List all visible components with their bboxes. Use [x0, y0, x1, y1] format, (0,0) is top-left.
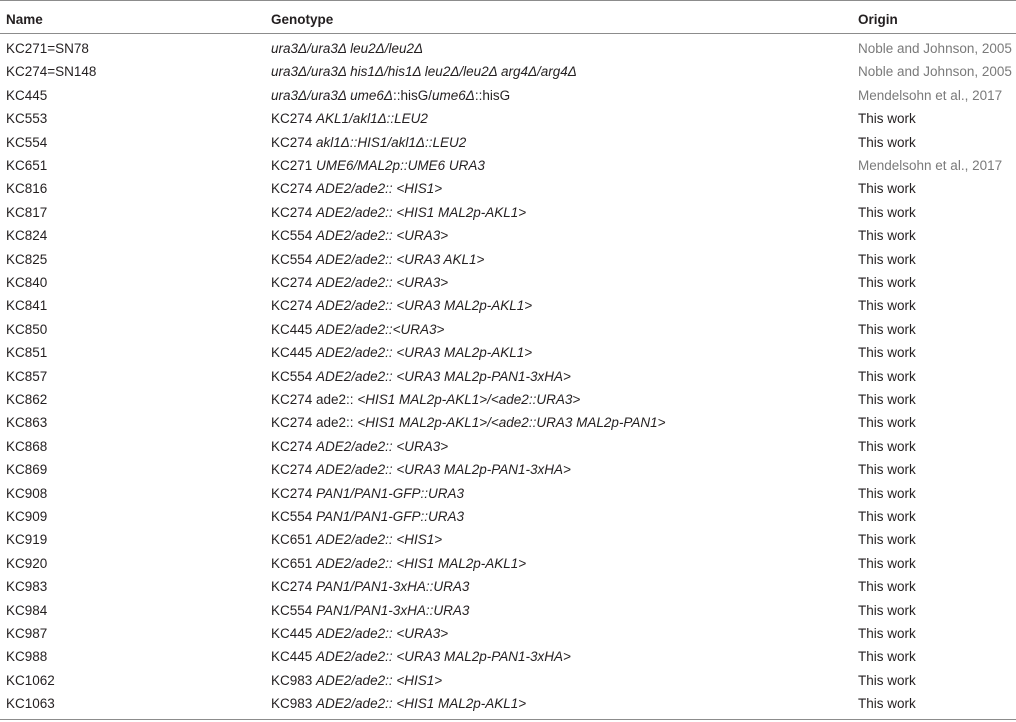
genotype-segment: KC274 [271, 204, 317, 220]
genotype-segment: ADE2/ade2:: <URA3 MAL2p-PAN1-3xHA> [316, 368, 571, 384]
genotype-segment: KC274 [271, 275, 317, 290]
genotype-cell [271, 131, 466, 154]
strain-name: KC863 [6, 415, 48, 431]
strain-name: KC445 [6, 87, 48, 103]
table-row [0, 482, 1016, 505]
strain-name: KC988 [6, 649, 48, 665]
table-row [0, 248, 1016, 271]
genotype-segment: KC274 [271, 181, 317, 197]
genotype-segment: KC445 [271, 626, 317, 641]
genotype-segment: PAN1/PAN1-GFP::URA3 [316, 485, 465, 501]
header-name: Name [6, 12, 43, 27]
genotype-segment: PAN1/PAN1-3xHA::URA3 [316, 579, 470, 595]
genotype-cell [271, 505, 464, 528]
genotype-segment: ura3Δ/ura3Δ ume6Δ [271, 87, 393, 103]
origin-cell: This work [858, 111, 916, 127]
genotype-cell [271, 365, 571, 388]
genotype-cell [271, 645, 571, 668]
genotype-segment: <HIS1 MAL2p-AKL1>/<ade2::URA3 MAL2p-PAN1> [357, 415, 666, 431]
table-row [0, 177, 1016, 200]
genotype-cell [271, 248, 484, 271]
genotype-segment: ::hisG [474, 87, 511, 103]
origin-cell: This work [858, 602, 916, 618]
origin-cell: This work [858, 579, 916, 595]
genotype-segment: ::hisG/ [392, 87, 432, 103]
genotype-cell [271, 271, 448, 294]
genotype-segment: ADE2/ade2:: <URA3 MAL2p-AKL1> [316, 345, 533, 361]
genotype-cell [271, 411, 666, 434]
table-row [0, 411, 1016, 434]
strain-name: KC850 [6, 321, 48, 337]
genotype-segment: KC554 [271, 368, 317, 384]
origin-cell: Noble and Johnson, 2005 [858, 41, 1012, 56]
genotype-cell [271, 388, 580, 411]
strain-name: KC1063 [6, 696, 55, 712]
origin-cell: This work [858, 368, 916, 384]
table-row [0, 224, 1016, 247]
table-row [0, 575, 1016, 598]
table-row [0, 37, 1016, 60]
table-row [0, 645, 1016, 668]
strain-name: KC824 [6, 228, 48, 244]
genotype-cell [271, 107, 428, 130]
genotype-cell [271, 154, 485, 177]
genotype-segment: KC274 [271, 438, 317, 454]
strain-name: KC271=SN78 [6, 41, 89, 56]
genotype-segment: KC445 [271, 345, 317, 361]
strain-name: KC857 [6, 368, 48, 384]
table-row [0, 271, 1016, 294]
genotype-segment: KC445 [271, 649, 317, 665]
genotype-cell [271, 458, 571, 481]
origin-cell: This work [858, 485, 916, 501]
origin-cell: This work [858, 134, 916, 150]
origin-cell: This work [858, 345, 916, 361]
genotype-segment: ADE2/ade2:: <HIS1> [316, 672, 443, 688]
genotype-segment: ADE2/ade2:: <URA3> [316, 438, 449, 454]
genotype-segment: KC271 [271, 158, 317, 173]
genotype-segment: KC554 [271, 251, 317, 267]
table-row [0, 154, 1016, 177]
genotype-segment: KC554 [271, 602, 317, 618]
table-row [0, 131, 1016, 154]
genotype-segment: akl1Δ::HIS1/akl1Δ::LEU2 [316, 134, 467, 150]
origin-cell: This work [858, 626, 916, 641]
genotype-segment: KC274 [271, 485, 317, 501]
genotype-segment: ADE2/ade2::<URA3> [316, 321, 445, 337]
strain-name: KC274=SN148 [6, 64, 97, 80]
genotype-segment: KC274 ade2:: [271, 415, 358, 431]
origin-cell: This work [858, 321, 916, 337]
genotype-cell [271, 318, 444, 341]
genotype-segment: ume6Δ [432, 87, 475, 103]
table-row [0, 505, 1016, 528]
table-row [0, 622, 1016, 645]
strain-name: KC987 [6, 626, 48, 641]
origin-cell: Mendelsohn et al., 2017 [858, 87, 1003, 103]
genotype-cell [271, 552, 526, 575]
genotype-cell [271, 341, 532, 364]
table-row [0, 435, 1016, 458]
genotype-segment: KC983 [271, 696, 317, 712]
genotype-segment: KC983 [271, 672, 317, 688]
genotype-cell [271, 669, 442, 692]
table-row [0, 599, 1016, 622]
table-row [0, 458, 1016, 481]
strain-name: KC868 [6, 438, 48, 454]
strain-name: KC984 [6, 602, 48, 618]
origin-cell: This work [858, 298, 916, 314]
genotype-segment: <HIS1 MAL2p-AKL1>/<ade2::URA3> [357, 392, 581, 407]
genotype-segment: KC445 [271, 321, 317, 337]
table-row [0, 669, 1016, 692]
genotype-cell [271, 294, 532, 317]
strain-name: KC869 [6, 462, 48, 478]
table-bottom-rule [0, 719, 1016, 720]
genotype-cell [271, 528, 442, 551]
genotype-cell [271, 60, 577, 83]
genotype-segment: PAN1/PAN1-GFP::URA3 [316, 509, 465, 524]
genotype-segment: KC274 [271, 298, 317, 314]
origin-cell: This work [858, 532, 916, 548]
table-row [0, 318, 1016, 341]
origin-cell: This work [858, 415, 916, 431]
genotype-segment: ADE2/ade2:: <HIS1> [316, 181, 443, 197]
table-row [0, 201, 1016, 224]
strain-name: KC554 [6, 134, 48, 150]
genotype-segment: KC274 [271, 134, 317, 150]
genotype-segment: PAN1/PAN1-3xHA::URA3 [316, 602, 470, 618]
origin-cell: Noble and Johnson, 2005 [858, 64, 1012, 80]
origin-cell: This work [858, 228, 916, 244]
table-row [0, 294, 1016, 317]
table-header-rule [0, 33, 1016, 34]
genotype-cell [271, 84, 510, 107]
genotype-segment: ADE2/ade2:: <HIS1 MAL2p-AKL1> [316, 555, 527, 571]
genotype-segment: ADE2/ade2:: <URA3> [316, 626, 449, 641]
strain-name: KC817 [6, 204, 48, 220]
strain-name: KC851 [6, 345, 48, 361]
table-row [0, 84, 1016, 107]
genotype-segment: KC651 [271, 532, 317, 548]
table-row [0, 60, 1016, 83]
genotype-segment: UME6/MAL2p::UME6 URA3 [316, 158, 485, 173]
table-row [0, 552, 1016, 575]
genotype-cell [271, 435, 448, 458]
origin-cell: This work [858, 181, 916, 197]
genotype-segment: ADE2/ade2:: <URA3> [316, 275, 449, 290]
genotype-segment: AKL1/akl1Δ::LEU2 [316, 111, 428, 127]
table-row [0, 107, 1016, 130]
genotype-segment: KC274 ade2:: [271, 392, 358, 407]
origin-cell: This work [858, 392, 916, 407]
strain-name: KC920 [6, 555, 48, 571]
table-row [0, 692, 1016, 715]
strain-name: KC553 [6, 111, 48, 127]
strain-name: KC908 [6, 485, 48, 501]
genotype-segment: ADE2/ade2:: <URA3 MAL2p-AKL1> [316, 298, 533, 314]
origin-cell: This work [858, 509, 916, 524]
origin-cell: This work [858, 649, 916, 665]
origin-cell: This work [858, 462, 916, 478]
header-genotype: Genotype [271, 12, 334, 27]
genotype-segment: KC274 [271, 579, 317, 595]
strain-name: KC651 [6, 158, 48, 173]
genotype-cell [271, 224, 448, 247]
table-row [0, 365, 1016, 388]
genotype-segment: ADE2/ade2:: <HIS1 MAL2p-AKL1> [316, 204, 527, 220]
origin-cell: This work [858, 204, 916, 220]
genotype-segment: KC274 [271, 462, 317, 478]
strain-name: KC841 [6, 298, 48, 314]
genotype-segment: ADE2/ade2:: <HIS1 MAL2p-AKL1> [316, 696, 527, 712]
genotype-segment: ADE2/ade2:: <URA3 MAL2p-PAN1-3xHA> [316, 462, 571, 478]
origin-cell: This work [858, 555, 916, 571]
table-row [0, 528, 1016, 551]
genotype-cell [271, 692, 526, 715]
origin-cell: This work [858, 438, 916, 454]
genotype-segment: ADE2/ade2:: <HIS1> [316, 532, 443, 548]
genotype-cell [271, 599, 469, 622]
genotype-segment: ADE2/ade2:: <URA3 AKL1> [316, 251, 485, 267]
genotype-segment: ADE2/ade2:: <URA3> [316, 228, 449, 244]
header-origin: Origin [858, 12, 898, 27]
genotype-segment: ADE2/ade2:: <URA3 MAL2p-PAN1-3xHA> [316, 649, 571, 665]
genotype-cell [271, 622, 448, 645]
table-header-row [0, 8, 1016, 31]
origin-cell: This work [858, 275, 916, 290]
table-top-rule [0, 0, 1016, 1]
table-row [0, 388, 1016, 411]
genotype-cell [271, 482, 464, 505]
genotype-segment: KC274 [271, 111, 317, 127]
genotype-segment: ura3Δ/ura3Δ his1Δ/his1Δ leu2Δ/leu2Δ arg4Δ/arg4Δ [271, 64, 577, 80]
strain-name: KC862 [6, 392, 48, 407]
origin-cell: This work [858, 696, 916, 712]
strain-name: KC816 [6, 181, 48, 197]
origin-cell: This work [858, 251, 916, 267]
genotype-cell [271, 177, 442, 200]
genotype-segment: KC554 [271, 228, 317, 244]
strain-name: KC983 [6, 579, 48, 595]
genotype-segment: ura3Δ/ura3Δ leu2Δ/leu2Δ [271, 41, 424, 56]
table-row [0, 341, 1016, 364]
genotype-cell [271, 201, 526, 224]
origin-cell: This work [858, 672, 916, 688]
genotype-cell [271, 575, 469, 598]
strain-name: KC909 [6, 509, 48, 524]
genotype-segment: KC651 [271, 555, 317, 571]
strain-name: KC1062 [6, 672, 55, 688]
genotype-segment: KC554 [271, 509, 317, 524]
strain-name: KC825 [6, 251, 48, 267]
origin-cell: Mendelsohn et al., 2017 [858, 158, 1003, 173]
strain-name: KC840 [6, 275, 48, 290]
strain-name: KC919 [6, 532, 48, 548]
genotype-cell [271, 37, 423, 60]
